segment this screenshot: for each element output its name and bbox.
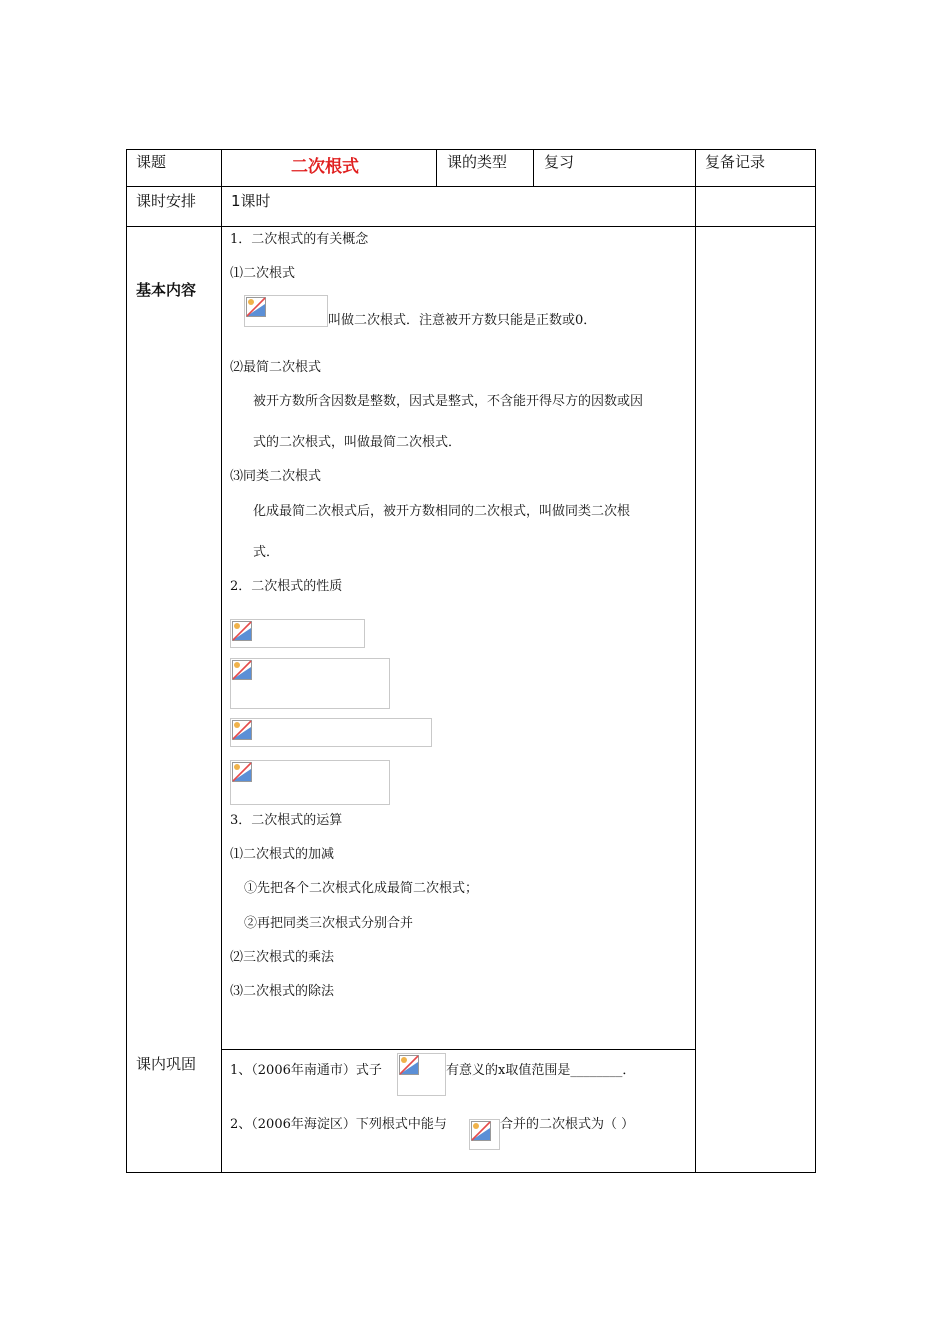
question-text: 2、（2006年海淀区）下列根式中能与 (230, 1117, 447, 1132)
type-value: 复习 (544, 153, 575, 171)
section-title: 2．二次根式的性质 (230, 579, 343, 594)
definition-text: 叫做二次根式．注意被开方数只能是正数或0． (328, 313, 597, 328)
formula-image (397, 1053, 446, 1096)
section-title: 1．二次根式的有关概念 (230, 232, 369, 247)
table-col-divider (695, 149, 696, 1173)
formula-image (230, 658, 390, 709)
section-title: 3．二次根式的运算 (230, 813, 343, 828)
question-text: 合并的二次根式为（ ） (500, 1117, 635, 1132)
subsection-title: ⑶二次根式的除法 (230, 984, 335, 999)
paragraph-text: 式的二次根式，叫做最简二次根式． (253, 435, 462, 450)
topic-label: 课题 (136, 153, 167, 171)
table-col-divider (533, 149, 534, 187)
subsection-title: ⑶同类二次根式 (230, 469, 322, 484)
formula-image (469, 1119, 500, 1150)
subsection-title: ⑵三次根式的乘法 (230, 950, 335, 965)
broken-image-icon (399, 1055, 419, 1075)
formula-image (230, 760, 390, 805)
table-col-divider (221, 149, 222, 1173)
broken-image-icon (246, 297, 266, 317)
page-title: 二次根式 (291, 157, 359, 177)
broken-image-icon (232, 720, 252, 740)
notes-label: 复备记录 (705, 153, 766, 171)
table-border-top (126, 149, 816, 150)
type-label: 课的类型 (447, 153, 508, 171)
subsection-title: ⑴二次根式的加减 (230, 847, 335, 862)
table-border-bottom (126, 1172, 816, 1173)
broken-image-icon (471, 1121, 491, 1141)
subsection-title: ⑵最简二次根式 (230, 360, 322, 375)
table-border-right (815, 149, 816, 1173)
table-row-divider (126, 226, 816, 227)
paragraph-text: 化成最简二次根式后，被开方数相同的二次根式，叫做同类二次根 (253, 504, 631, 519)
paragraph-text: 式． (253, 545, 280, 560)
question-text: 有意义的x取值范围是________． (446, 1063, 636, 1078)
practice-label: 课内巩固 (136, 1055, 197, 1073)
broken-image-icon (232, 762, 252, 782)
step-text: ②再把同类三次根式分别合并 (244, 916, 414, 931)
step-text: ①先把各个二次根式化成最简二次根式； (244, 881, 479, 896)
subsection-title: ⑴二次根式 (230, 266, 296, 281)
table-border-left (126, 149, 127, 1173)
table-row-divider (126, 186, 816, 187)
schedule-label: 课时安排 (136, 192, 197, 210)
schedule-value: 1课时 (231, 192, 271, 210)
table-row-divider (221, 1049, 696, 1050)
broken-image-icon (232, 621, 252, 641)
paragraph-text: 被开方数所含因数是整数，因式是整式，不含能开得尽方的因数或因 (253, 394, 644, 409)
formula-image (244, 295, 328, 327)
formula-image (230, 718, 432, 747)
question-text: 1、（2006年南通市）式子 (230, 1063, 382, 1078)
broken-image-icon (232, 660, 252, 680)
content-label: 基本内容 (136, 281, 197, 299)
formula-image (230, 619, 365, 648)
table-col-divider (436, 149, 437, 187)
